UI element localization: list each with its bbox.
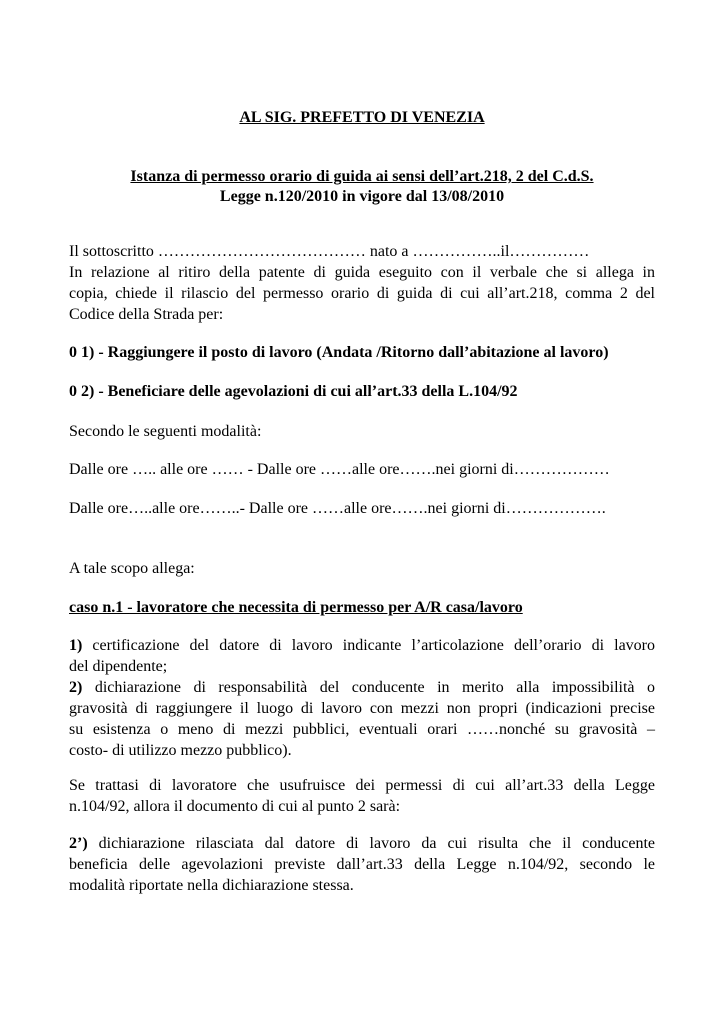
item-2b-text: dichiarazione rilasciata dal datore di lavoro da cui risulta che il conducente (98, 835, 655, 852)
recipient-heading: AL SIG. PREFETTO DI VENEZIA (239, 109, 485, 126)
note-line-2: n.104/92, allora il documento di cui al punto 2 sarà: (69, 798, 401, 815)
allega-label: A tale scopo allega: (69, 560, 195, 577)
item-2b-number: 2’) (69, 835, 88, 852)
note-line-1: Se trattasi di lavoratore che usufruisce dei permessi di cui all’art.33 della Legge (69, 777, 655, 794)
item-1-text: certificazione del datore di lavoro indicante l’articolazione dell’orario di lavoro (92, 637, 656, 654)
item-2-line-3: su esistenza o meno di mezzi pubblici, eventuali orari ……nonché su gravosità – (69, 721, 655, 738)
applicant-line: Il sottoscritto ………………………………… nato a ……………..il…………… (69, 243, 590, 260)
intro-line-4: Codice della Strada per: (69, 306, 224, 323)
item-1-line-1 (69, 635, 655, 656)
modalita-heading: Secondo le seguenti modalità: (69, 423, 262, 440)
schedule-row-2: Dalle ore…..alle ore……..- Dalle ore ……alle ore…….nei giorni di………………. (69, 500, 606, 517)
item-2b-line-2: beneficia delle agevolazioni previste dall’art.33 della Legge n.104/92, secondo le (69, 856, 655, 873)
option-1: 0 1) - Raggiungere il posto di lavoro (Andata /Ritorno dall’abitazione al lavoro) (69, 344, 609, 361)
item-2-line-4: costo- di utilizzo mezzo pubblico). (69, 742, 292, 759)
intro-line-3: copia, chiede il rilascio del permesso orario di guida di cui all’art.218, comma 2 del (69, 285, 655, 302)
subject-line-1: Istanza di permesso orario di guida ai sensi dell’art.218, 2 del C.d.S. (130, 168, 594, 185)
item-1-number: 1) (69, 637, 83, 654)
subject-line-2: Legge n.120/2010 in vigore dal 13/08/2010 (219, 188, 505, 205)
item-2-text: dichiarazione di responsabilità del conducente in merito alla impossibilità o (94, 679, 656, 696)
item-2-line-2: gravosità di raggiungere il luogo di lavoro con mezzi non propri (indicazioni precise (69, 700, 655, 717)
intro-line-2: In relazione al ritiro della patente di guida eseguito con il verbale che si allega in (69, 264, 655, 281)
item-2b-line-3: modalità riportate nella dichiarazione stessa. (69, 877, 354, 894)
item-2b-line-1 (69, 833, 655, 854)
caso-title: caso n.1 - lavoratore che necessita di permesso per A/R casa/lavoro (69, 599, 523, 616)
item-1-line-2: del dipendente; (69, 658, 168, 675)
option-2: 0 2) - Beneficiare delle agevolazioni di cui all’art.33 della L.104/92 (69, 383, 518, 400)
item-2-number: 2) (69, 679, 83, 696)
item-2-line-1 (69, 677, 655, 698)
schedule-row-1: Dalle ore ….. alle ore …… - Dalle ore ……alle ore…….nei giorni di……………… (69, 461, 610, 478)
